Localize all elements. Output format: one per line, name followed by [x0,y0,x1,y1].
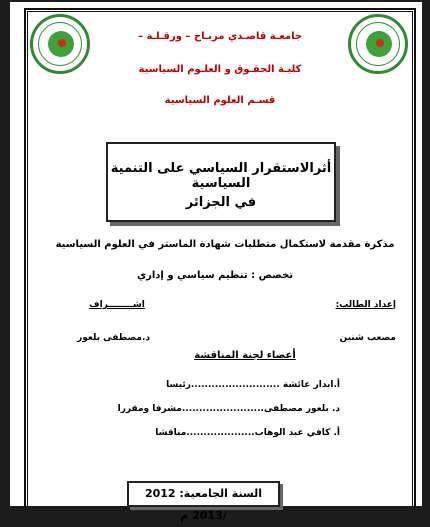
committee-member: أ.ابدار عائشة ..........................رئيسا [166,380,340,390]
supervisor-name: د.مصطفى بلعور [77,333,150,343]
student-name: مصعب شنين [339,333,396,343]
committee-heading: أعضاء لجنة المناقشة [194,350,296,361]
faculty-name: كليـة الحقـوق و العلـوم السياسية [138,64,302,75]
thesis-subtitle: مذكرة مقدمة لاستكمال متطلبات شهادة الماستر في العلوم السياسية [55,239,395,250]
university-seal-icon [30,14,90,74]
thesis-title-box [106,142,336,222]
prepared-by-label: إعداد الطالب: [335,300,396,310]
supervision-label: اشــــــــراف [89,300,145,310]
university-seal-icon [348,14,408,74]
academic-year: السنة الجامعية: 2012 /2013 م [127,481,280,507]
thesis-title-line2: في الجزائر [185,195,257,210]
committee-member: د. بلعور مصطفى........................مشرفا ومقررا [117,404,340,414]
university-name: جامعـة قاصـدي مربـاح – ورقـلـة – [137,31,303,42]
department-name: قسـم العلوم السياسية [164,95,276,106]
thesis-title-line1: أثرالاستقرار السياسي على التنمية السياسية [110,161,332,191]
specialty: تخصص : تنظيم سياسي و إداري [136,270,294,281]
document-page [10,2,422,522]
committee-member: أ. كافي عبد الوهاب....................مناقشا [155,428,340,438]
